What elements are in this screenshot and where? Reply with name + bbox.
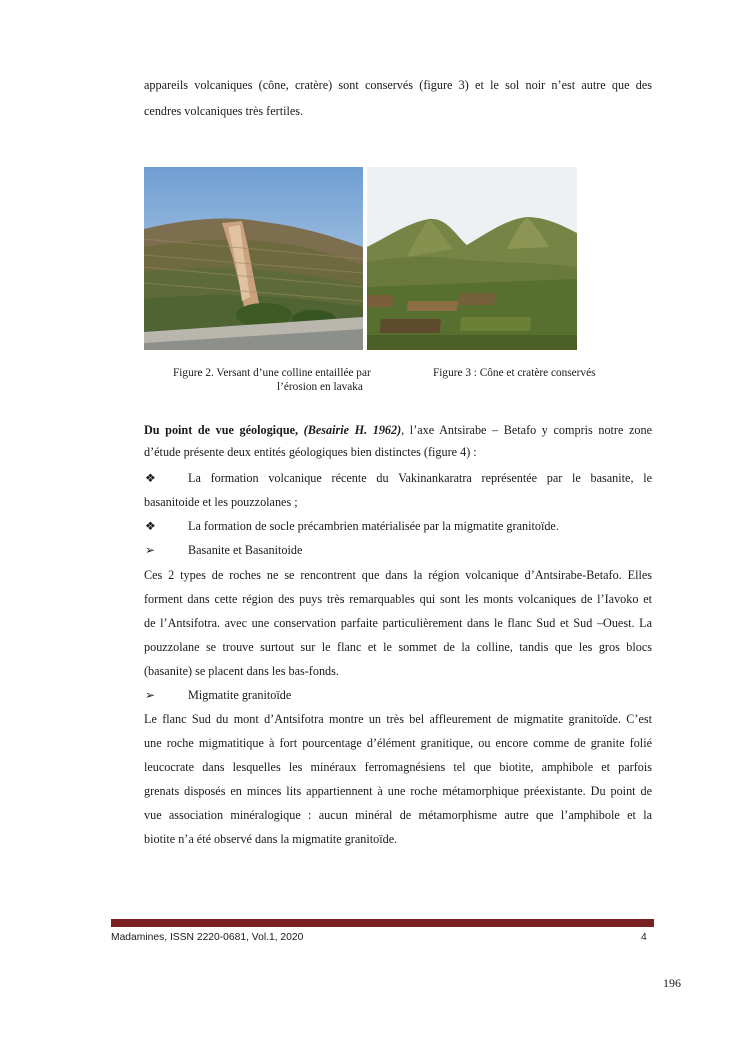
citation: (Besairie H. 1962) (303, 423, 402, 437)
figure-2-photo (144, 167, 363, 350)
arrow-bullet-icon: ➢ (145, 688, 156, 702)
basanite-line-4: pouzzolane se trouve surtout sur le flanc et le sommet de la colline, tandis que les gros blocs (144, 640, 652, 654)
intro-line-1: appareils volcaniques (cône, cratère) sont conservés (figure 3) et le sol noir n’est autre que des (144, 78, 652, 92)
basanite-line-2: forment dans cette région des puys très remarquables qui sont les monts volcaniques de l’Iavoko et (144, 592, 652, 606)
basanite-line-1: Ces 2 types de roches ne se rencontrent que dans la région volcanique d’Antsirabe-Betafo. Elles (144, 568, 652, 582)
migmatite-line-1: Le flanc Sud du mont d’Antsifotra montre un très bel affleurement de migmatite granitoïde. C’est (144, 712, 652, 726)
figure-3-caption: Figure 3 : Cône et cratère conservés (433, 367, 596, 379)
footer-journal: Madamines, ISSN 2220-0681, Vol.1, 2020 (111, 932, 304, 943)
folio-number: 196 (663, 976, 681, 990)
migmatite-line-3: leucocrate dans lesquelles les minéraux ferromagnésiens tel que biotite, amphibole et parfois (144, 760, 652, 774)
migmatite-line-2: une roche migmatitique à fort pourcentage d’élément granitique, ou encore comme de granite folié (144, 736, 652, 750)
geology-line-1: Du point de vue géologique, (Besairie H. 1962), l’axe Antsirabe – Betafo y compris notre zone (144, 423, 652, 437)
basanite-line-3: de l’Antsifotra. avec une conservation parfaite particulièrement dans le flanc Sud et Sud –Ouest. La (144, 616, 652, 630)
footer-rule (111, 919, 654, 927)
arrow-bullet-icon: ➢ (145, 543, 156, 557)
migmatite-line-4: grenats disposés en minces lits appartiennent à une roche métamorphique préexistante. Du point de (144, 784, 652, 798)
figure-3-photo (367, 167, 577, 350)
bullet-item-socle: ❖ La formation de socle précambrien matérialisée par la migmatite granitoïde. (144, 515, 652, 537)
bullet-item-volcanic: ❖ La formation volcanique récente du Vakinankaratra représentée par le basanite, le (144, 467, 652, 489)
diamond-bullet-icon: ❖ (145, 519, 156, 533)
heading-migmatite: ➢ Migmatite granitoïde (144, 684, 652, 706)
migmatite-line-6: biotite n’a été observé dans la migmatite granitoïde. (144, 832, 398, 846)
footer-page-number: 4 (641, 932, 647, 943)
basanite-line-5: (basanite) se placent dans les bas-fonds. (144, 664, 339, 678)
figure-2-caption: Figure 2. Versant d’une colline entaillée par l’érosion en lavaka (173, 367, 371, 393)
geology-line-2: d’étude présente deux entités géologiques bien distinctes (figure 4) : (144, 445, 477, 459)
geology-lead: Du point de vue géologique (144, 423, 296, 437)
bullet-item-volcanic-cont: basanitoide et les pouzzolanes ; (144, 495, 298, 509)
heading-basanite: ➢ Basanite et Basanitoide (144, 539, 652, 561)
diamond-bullet-icon: ❖ (145, 471, 156, 485)
intro-line-2: cendres volcaniques très fertiles. (144, 104, 304, 118)
migmatite-line-5: vue association minéralogique : aucun minéral de métamorphisme autre que l’amphibole et la (144, 808, 652, 822)
